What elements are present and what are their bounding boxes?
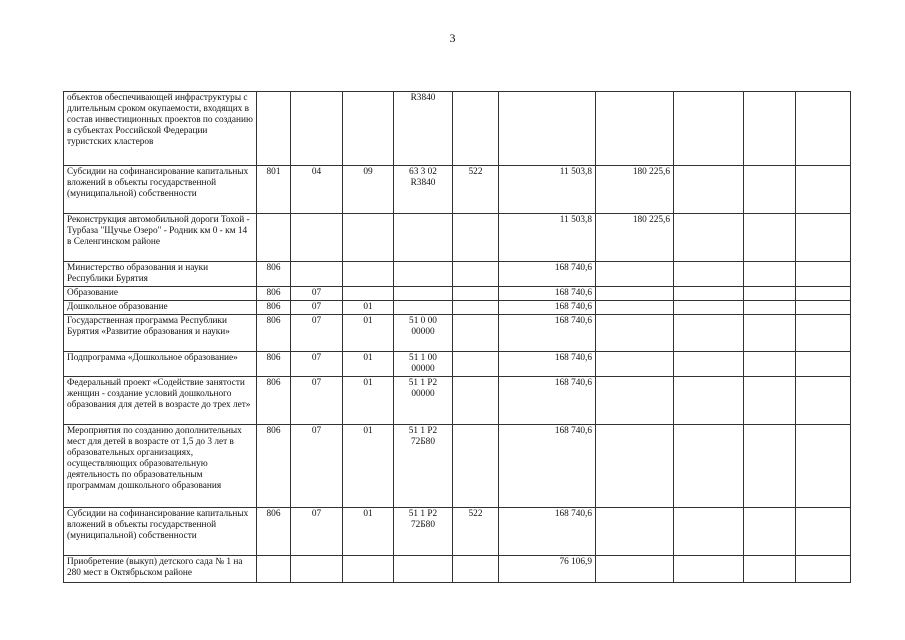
expense-type-cell [453,301,499,315]
section-code-cell: 04 [291,166,343,214]
item-name-cell: Реконструкция автомобильной дороги Тохой - Турбаза "Щучье Озеро" - Родник км 0 - км 14 в Селенгинском районе [64,214,257,262]
table-row [64,166,851,214]
budget-table [63,91,851,583]
amount-cell-2: 180 225,6 [596,214,674,262]
target-article-cell: 51 1 P2 00000 [394,377,453,425]
table-body [64,92,851,583]
amount-cell-1: 168 740,6 [499,301,596,315]
target-article-cell: R3840 [394,92,453,166]
item-name-cell: Федеральный проект «Содействие занятости женщин - создание условий дошкольного образования для детей в возрасте до трех лет» [64,377,257,425]
amount-cell-5 [796,377,851,425]
subsection-code-cell: 09 [343,166,394,214]
target-article-cell [394,301,453,315]
amount-cell-5 [796,315,851,352]
ministry-code-cell: 801 [257,166,291,214]
amount-cell-2 [596,556,674,583]
expense-type-cell: 522 [453,508,499,556]
amount-cell-4 [744,315,796,352]
amount-cell-5 [796,508,851,556]
amount-cell-5 [796,262,851,287]
target-article-cell [394,287,453,301]
amount-cell-1: 168 740,6 [499,315,596,352]
amount-cell-2 [596,352,674,377]
section-code-cell: 07 [291,377,343,425]
ministry-code-cell: 806 [257,377,291,425]
table-row [64,352,851,377]
amount-cell-1: 168 740,6 [499,508,596,556]
expense-type-cell [453,556,499,583]
item-name-cell: Образование [64,287,257,301]
expense-type-cell [453,262,499,287]
subsection-code-cell [343,214,394,262]
amount-cell-4 [744,166,796,214]
amount-cell-4 [744,262,796,287]
subsection-code-cell [343,287,394,301]
amount-cell-5 [796,425,851,508]
amount-cell-3 [674,301,744,315]
amount-cell-3 [674,315,744,352]
subsection-code-cell: 01 [343,508,394,556]
target-article-cell [394,556,453,583]
item-name-cell: Министерство образования и науки Республики Бурятия [64,262,257,287]
target-article-cell [394,214,453,262]
amount-cell-1: 168 740,6 [499,262,596,287]
amount-cell-1: 11 503,8 [499,166,596,214]
section-code-cell: 07 [291,287,343,301]
amount-cell-3 [674,287,744,301]
item-name-cell: Мероприятия по созданию дополнительных мест для детей в возрасте от 1,5 до 3 лет в образовательных организациях, осуществляющих образовательную деятельность по образовательным программам дошкольного образования [64,425,257,508]
amount-cell-2 [596,92,674,166]
expense-type-cell [453,287,499,301]
amount-cell-4 [744,377,796,425]
amount-cell-4 [744,556,796,583]
amount-cell-4 [744,508,796,556]
amount-cell-4 [744,287,796,301]
amount-cell-1 [499,92,596,166]
amount-cell-3 [674,352,744,377]
expense-type-cell [453,425,499,508]
table-row [64,262,851,287]
amount-cell-1: 168 740,6 [499,377,596,425]
subsection-code-cell [343,556,394,583]
target-article-cell [394,262,453,287]
amount-cell-5 [796,92,851,166]
amount-cell-3 [674,166,744,214]
amount-cell-5 [796,556,851,583]
section-code-cell: 07 [291,315,343,352]
amount-cell-4 [744,425,796,508]
amount-cell-3 [674,377,744,425]
amount-cell-2 [596,262,674,287]
ministry-code-cell [257,92,291,166]
item-name-cell: Приобретение (выкуп) детского сада № 1 на 280 мест в Октябрьском районе [64,556,257,583]
amount-cell-3 [674,92,744,166]
amount-cell-2 [596,508,674,556]
subsection-code-cell [343,92,394,166]
amount-cell-3 [674,214,744,262]
table-row [64,315,851,352]
amount-cell-1: 11 503,8 [499,214,596,262]
table-row [64,214,851,262]
expense-type-cell [453,377,499,425]
amount-cell-2: 180 225,6 [596,166,674,214]
amount-cell-2 [596,301,674,315]
section-code-cell: 07 [291,352,343,377]
section-code-cell [291,214,343,262]
amount-cell-5 [796,166,851,214]
page-number: 3 [449,31,456,45]
item-name-cell: объектов обеспечивающей инфраструктуры с длительным сроком окупаемости, входящих в состав инвестиционных проектов по созданию в субъектах Российской Федерации туристских кластеров [64,92,257,166]
ministry-code-cell [257,214,291,262]
ministry-code-cell: 806 [257,301,291,315]
amount-cell-2 [596,425,674,508]
item-name-cell: Субсидии на софинансирование капитальных вложений в объекты государственной (муниципальной) собственности [64,166,257,214]
item-name-cell: Дошкольное образование [64,301,257,315]
table-row [64,377,851,425]
subsection-code-cell: 01 [343,377,394,425]
amount-cell-1: 76 106,9 [499,556,596,583]
ministry-code-cell [257,556,291,583]
amount-cell-4 [744,214,796,262]
amount-cell-2 [596,377,674,425]
expense-type-cell [453,214,499,262]
amount-cell-5 [796,301,851,315]
subsection-code-cell: 01 [343,425,394,508]
table-row [64,287,851,301]
item-name-cell: Государственная программа Республики Бурятия «Развитие образования и науки» [64,315,257,352]
amount-cell-1: 168 740,6 [499,287,596,301]
ministry-code-cell: 806 [257,315,291,352]
amount-cell-5 [796,352,851,377]
table-row [64,92,851,166]
amount-cell-2 [596,315,674,352]
expense-type-cell [453,352,499,377]
expense-type-cell: 522 [453,166,499,214]
ministry-code-cell: 806 [257,352,291,377]
ministry-code-cell: 806 [257,287,291,301]
subsection-code-cell: 01 [343,352,394,377]
target-article-cell: 51 1 P2 72Б80 [394,425,453,508]
subsection-code-cell [343,262,394,287]
item-name-cell: Подпрограмма «Дошкольное образование» [64,352,257,377]
section-code-cell [291,92,343,166]
amount-cell-4 [744,301,796,315]
amount-cell-2 [596,287,674,301]
subsection-code-cell: 01 [343,315,394,352]
section-code-cell: 07 [291,301,343,315]
ministry-code-cell: 806 [257,508,291,556]
amount-cell-1: 168 740,6 [499,352,596,377]
item-name-cell: Субсидии на софинансирование капитальных вложений в объекты государственной (муниципальной) собственности [64,508,257,556]
amount-cell-5 [796,287,851,301]
amount-cell-1: 168 740,6 [499,425,596,508]
target-article-cell: 51 1 P2 72Б80 [394,508,453,556]
target-article-cell: 51 1 00 00000 [394,352,453,377]
amount-cell-4 [744,92,796,166]
section-code-cell [291,262,343,287]
table-row [64,425,851,508]
ministry-code-cell: 806 [257,262,291,287]
amount-cell-3 [674,556,744,583]
subsection-code-cell: 01 [343,301,394,315]
table-row [64,556,851,583]
section-code-cell: 07 [291,508,343,556]
amount-cell-3 [674,508,744,556]
expense-type-cell [453,92,499,166]
target-article-cell: 51 0 00 00000 [394,315,453,352]
table-row [64,508,851,556]
section-code-cell: 07 [291,425,343,508]
amount-cell-5 [796,214,851,262]
section-code-cell [291,556,343,583]
amount-cell-3 [674,262,744,287]
target-article-cell: 63 3 02 R3840 [394,166,453,214]
expense-type-cell [453,315,499,352]
ministry-code-cell: 806 [257,425,291,508]
table-row [64,301,851,315]
amount-cell-3 [674,425,744,508]
amount-cell-4 [744,352,796,377]
